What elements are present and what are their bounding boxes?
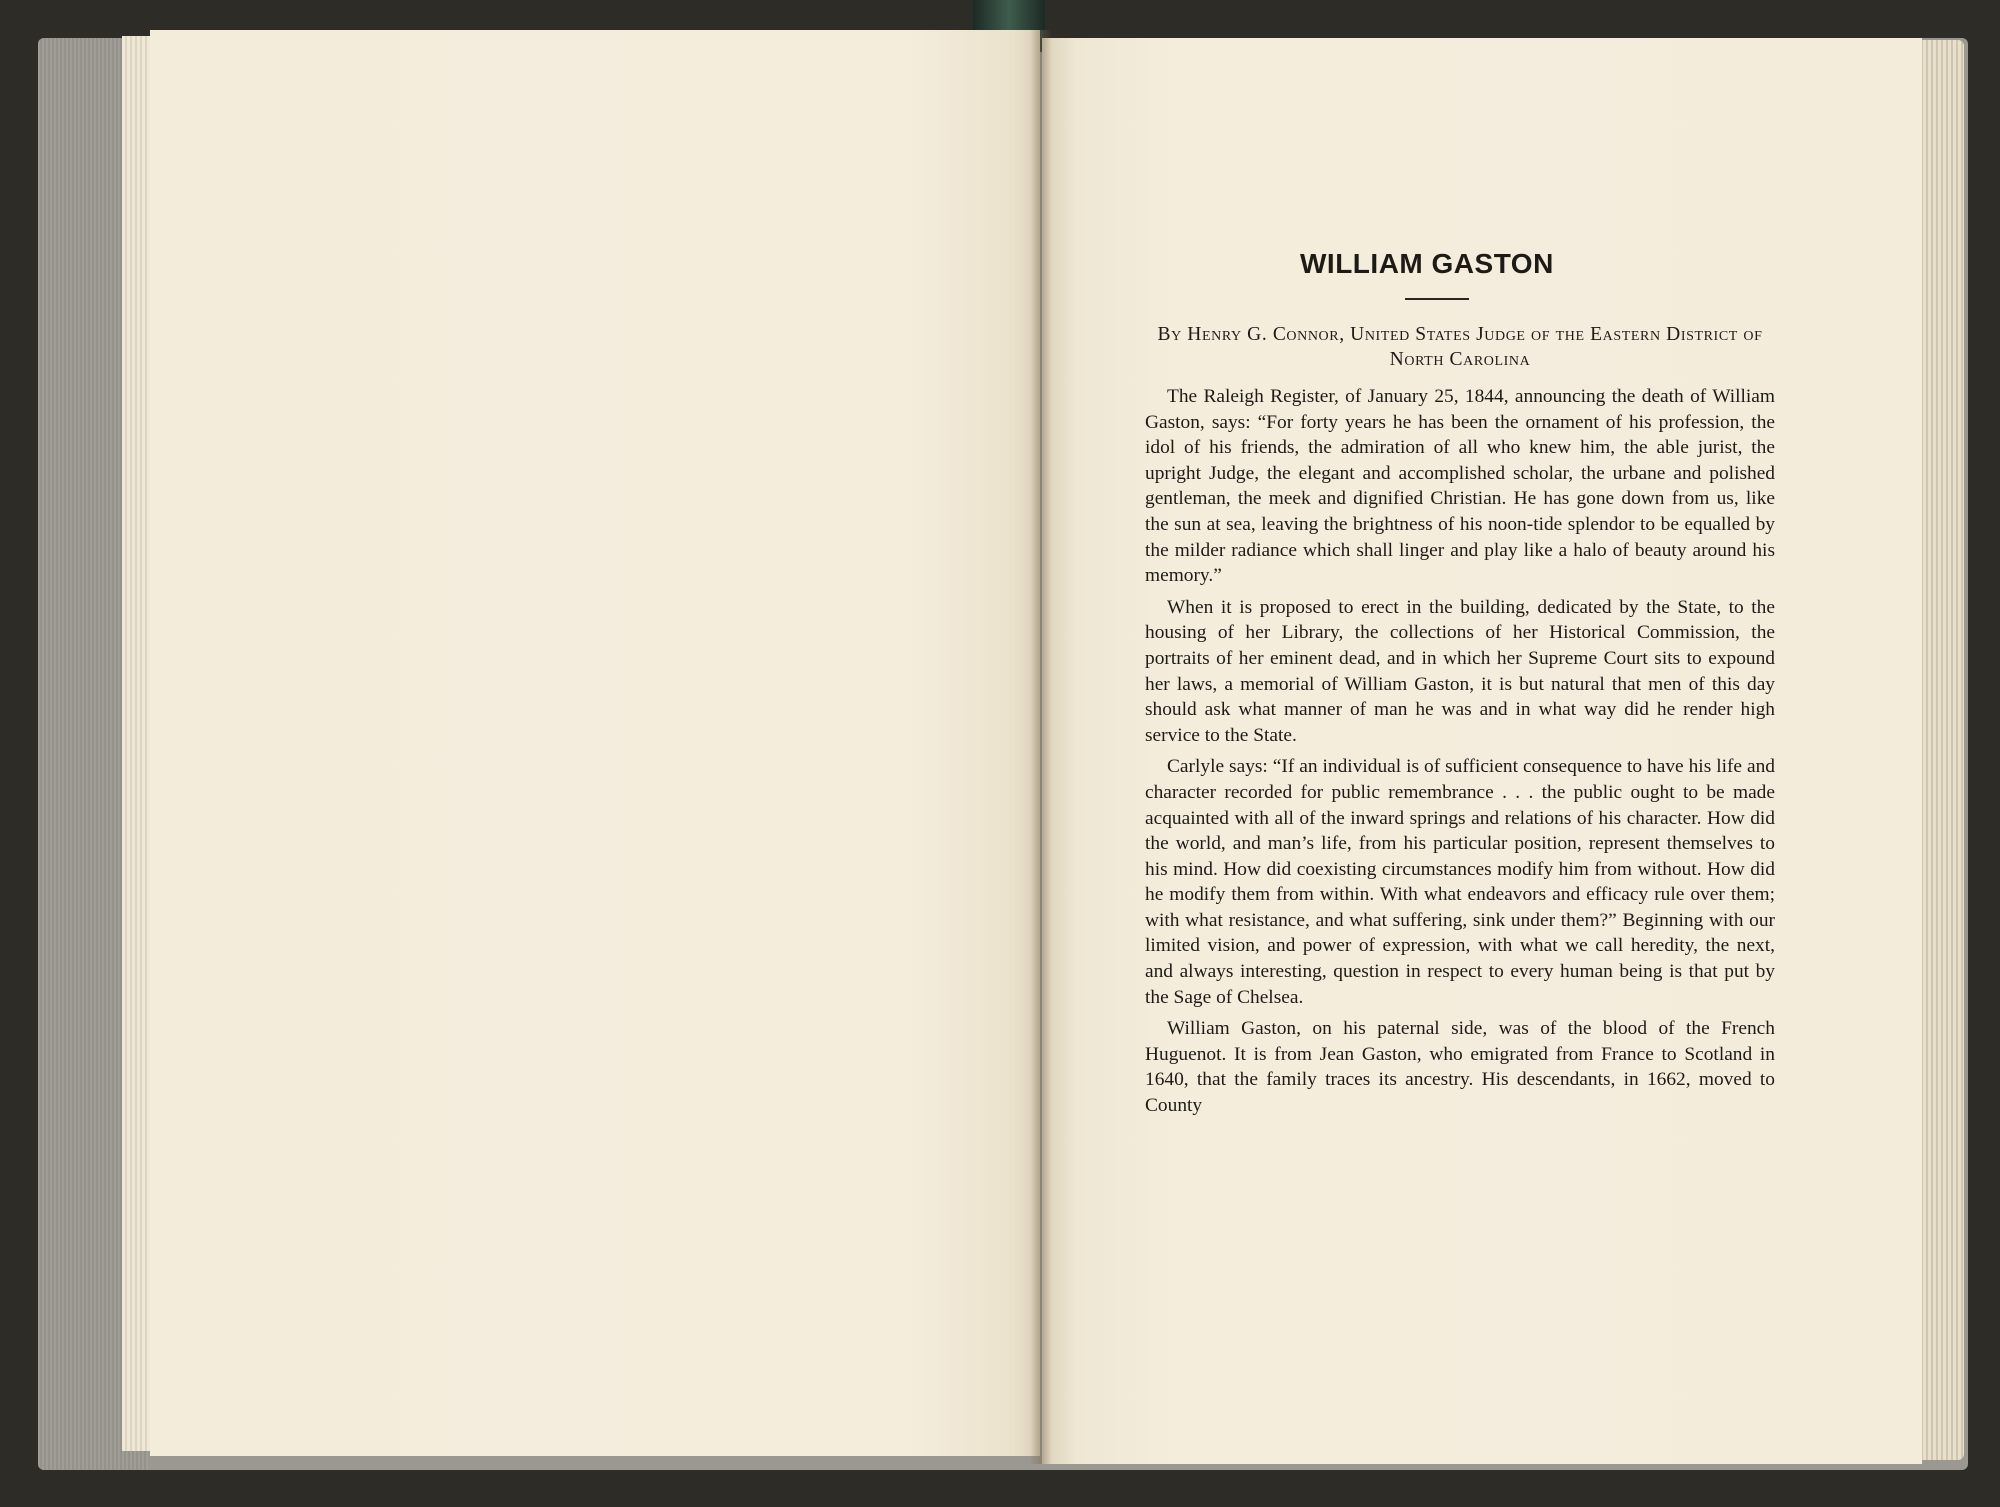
- gutter-shadow: [1030, 30, 1052, 1464]
- paragraph-2: When it is proposed to erect in the building, dedicated by the State, to the housing of her Library, the collections of her Historical Commission, the portraits of her eminent dead, and in which her Supreme Court sits to expound her laws, a memorial of William Gaston, it is but natural that men of this day should ask what manner of man he was and in what way did he render high service to the State.: [1145, 596, 1775, 746]
- paragraph-3: Carlyle says: “If an individual is of sufficient consequence to have his life and character recorded for public remembrance . . . the public ought to be made acquainted with all of the inward springs and relations of his character. How did the world, and man’s life, from his particular position, represent themselves to his mind. How did coexisting circumstances modify him from without. How did he modify them from within. With what endeavors and efficacy rule over them; with what resistance, and what suffering, sink under them?” Beginning with our limited vision, and power of expression, with what we call heredity, the next, and always interesting, question in respect to every human being is that put by the Sage of Chelsea.: [1145, 756, 1775, 1008]
- article-byline: By Henry G. Connor, United States Judge of the Eastern District of North Carolina: [1157, 324, 1763, 370]
- left-page-blank: [150, 30, 1040, 1456]
- article-body: [1145, 384, 1775, 1119]
- article-title: WILLIAM GASTON: [1300, 248, 1554, 279]
- paragraph-4: William Gaston, on his paternal side, was of the blood of the French Huguenot. It is from Jean Gaston, who emigrated from France to Scotland in 1640, that the family traces its ancestry. His descendants, in 1662, moved to County: [1145, 1018, 1775, 1117]
- article: [1145, 248, 1775, 1119]
- right-page-edges: [1918, 40, 1964, 1460]
- paragraph-1: The Raleigh Register, of January 25, 1844, announcing the death of William Gaston, says: “For forty years he has been the ornament of his profession, the idol of his friends, the admiration of all who knew him, the able jurist, the upright Judge, the elegant and accomplished scholar, the urbane and polished gentleman, the meek and dignified Christian. He has gone down from us, like the sun at sea, leaving the brightness of his noon-tide splendor to be equalled by the milder radiance which shall linger and play like a halo of beauty around his memory.”: [1145, 386, 1775, 587]
- title-rule: [1405, 298, 1469, 300]
